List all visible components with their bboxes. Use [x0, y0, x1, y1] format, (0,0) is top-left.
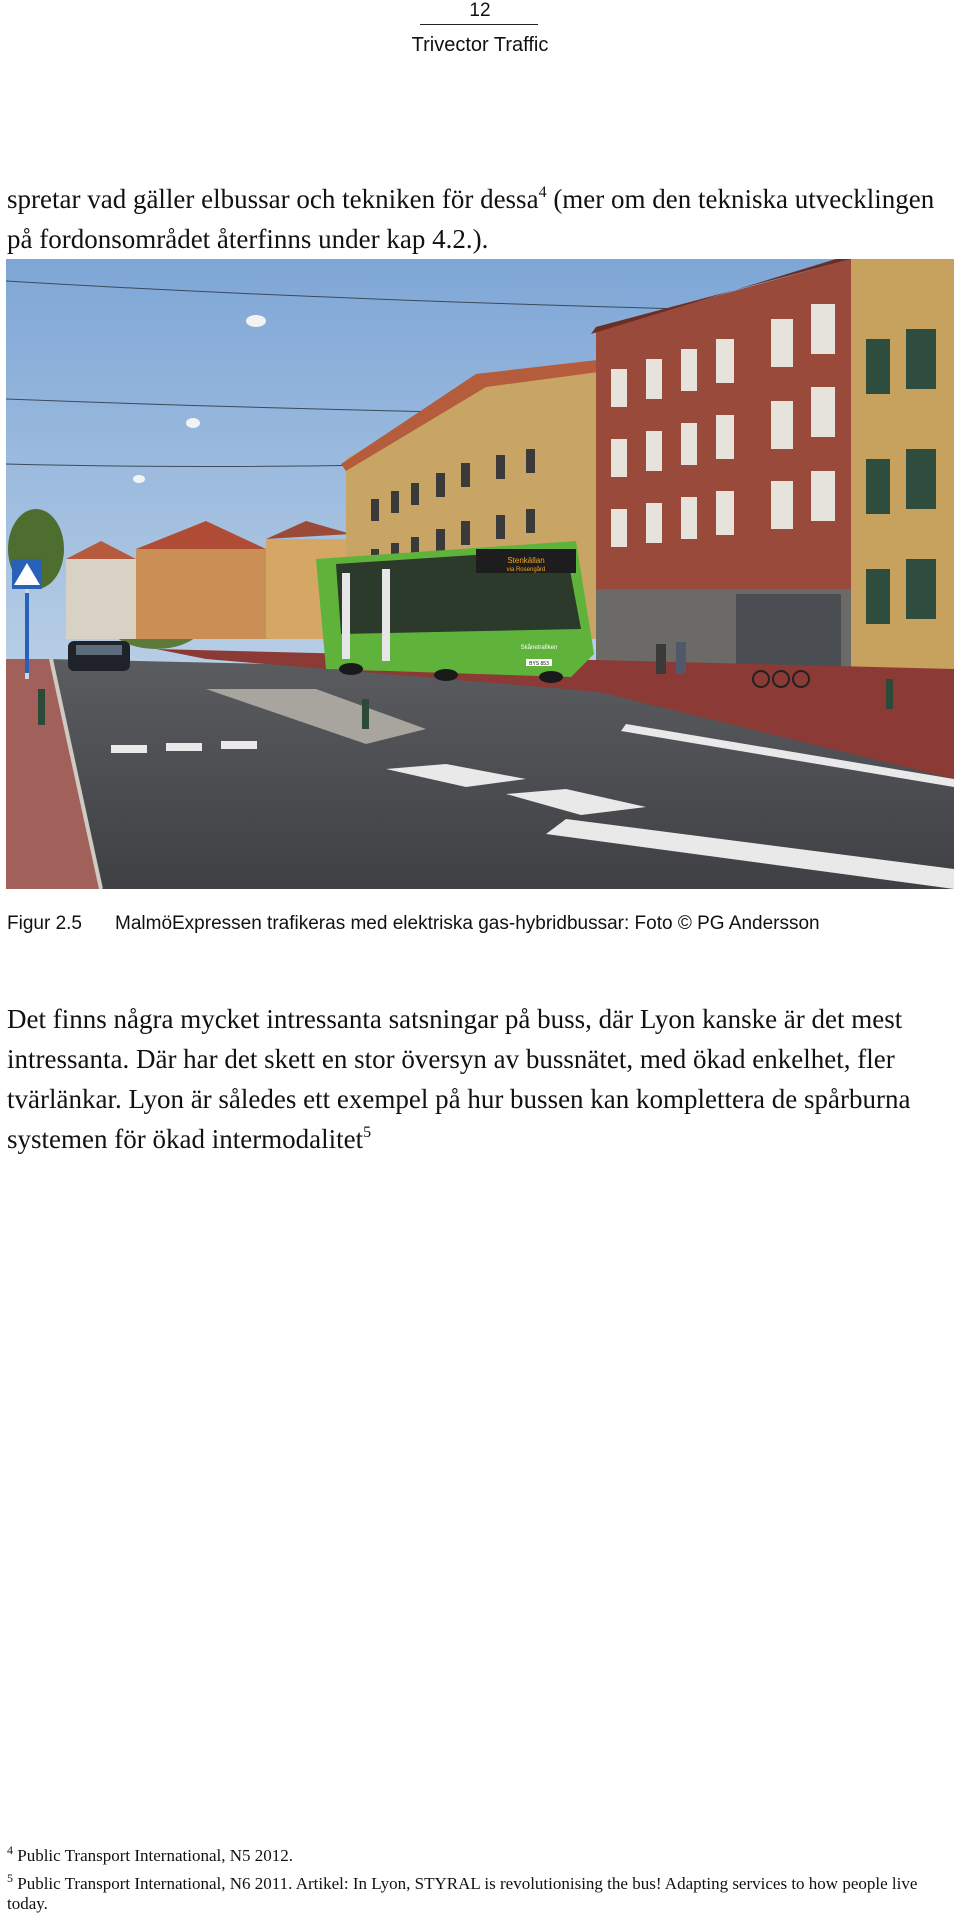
figure-label: Figur 2.5 [7, 913, 82, 934]
svg-text:via Rosengård: via Rosengård [506, 567, 546, 573]
footnote-number: 5 [7, 1871, 13, 1885]
green-bus [316, 541, 594, 683]
intro-paragraph [7, 179, 947, 259]
page-number: 12 [469, 0, 491, 21]
footnote-number: 4 [7, 1843, 13, 1857]
svg-text:BYS 853: BYS 853 [529, 661, 549, 667]
svg-text:Skånetrafiken: Skånetrafiken [520, 645, 558, 651]
figure-caption [7, 912, 820, 936]
intro-text-start: spretar vad gäller elbussar och tekniken för dessa [7, 184, 539, 214]
figure-caption-text: MalmöExpressen trafikeras med elektriska gas-hybridbussar: Foto © PG Andersson [115, 913, 820, 934]
body-paragraph [7, 999, 947, 1159]
header-rule [420, 24, 538, 25]
body-paragraph-text: Det finns några mycket intressanta satsningar på buss, där Lyon kanske är det mest intressanta. Där har det skett en stor översyn av bussnätet, med ökad enkelhet, fler tvärlänkar. Lyon är således ett exempel på hur bussen kan komplettera de spårburna systemen för ökad intermodalitet [7, 1004, 911, 1154]
footnote-4 [7, 1843, 947, 1866]
bus-street-photo [6, 259, 954, 889]
footnote-text: Public Transport International, N6 2011. Artikel: In Lyon, STYRAL is revolutionising the bus! Adapting services to how people live today. [7, 1874, 918, 1913]
footnotes [7, 1843, 947, 1922]
svg-text:Stenkällan: Stenkällan [507, 556, 545, 565]
footnote-5 [7, 1871, 947, 1914]
footnote-text: Public Transport International, N5 2012. [13, 1846, 294, 1865]
footnote-ref-5[interactable]: 5 [363, 1124, 372, 1141]
header-organization: Trivector Traffic [411, 34, 549, 56]
intro-text-end: (mer om den tekniska utvecklingen på fordonsområdet återfinns under kap 4.2.). [7, 184, 935, 254]
footnote-ref-4[interactable]: 4 [538, 184, 547, 201]
